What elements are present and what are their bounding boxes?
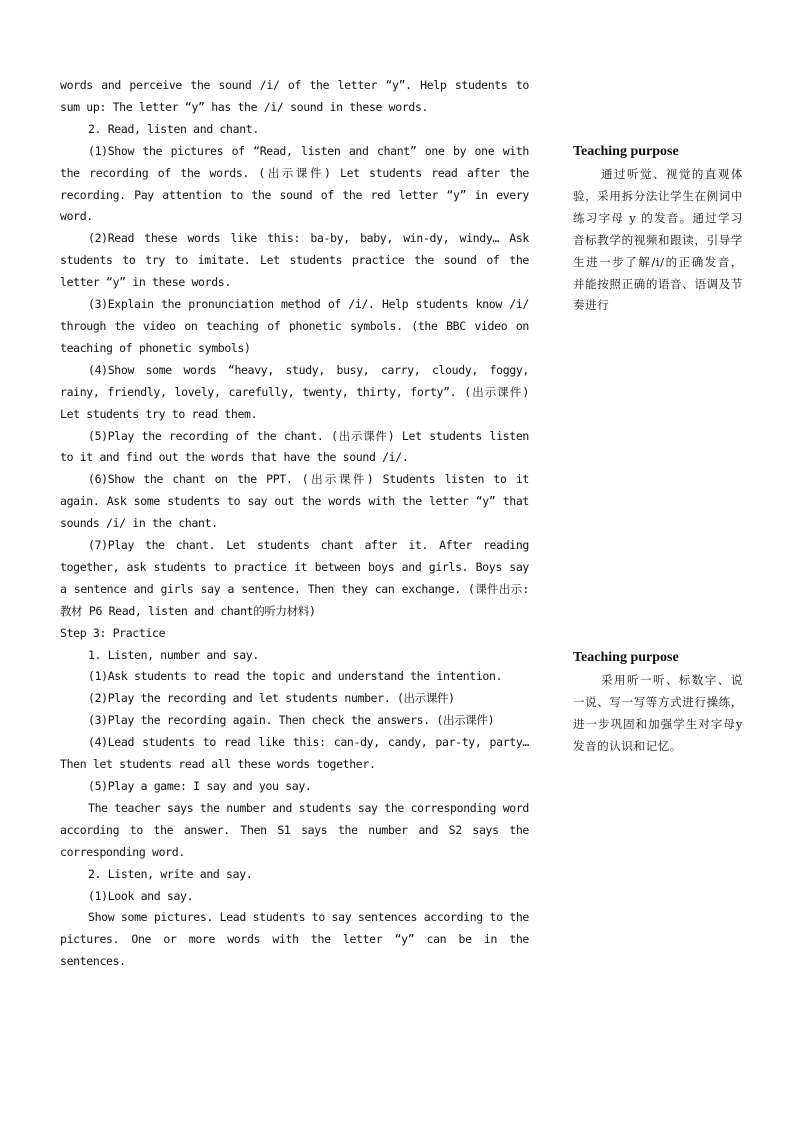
paragraph: (5)Play the recording of the chant. (出示课件) Let students listen to it and find out the words that have the sound /i/. xyxy=(60,428,529,465)
lesson-body xyxy=(60,75,529,973)
teaching-purpose-heading: Teaching purpose xyxy=(573,144,679,159)
paragraph: (1)Look and say. xyxy=(88,888,194,903)
paragraph: (4)Show some words “heavy, study, busy, carry, cloudy, foggy, rainy, friendly, lovely, carefully, twenty, thirty, forty”. (出示课件) Let students try to read them. xyxy=(60,362,529,421)
teaching-purpose-note xyxy=(573,649,743,758)
teaching-purpose-text: 通过听觉、视觉的直观体验，采用拆分法让学生在例词中练习字母 y 的发音。通过学习音标教学的视频和跟读，引导学生进一步了解/i/的正确发音，并能按照正确的语音、语调及节奏进行 xyxy=(573,167,743,313)
paragraph: words and perceive the sound /i/ of the letter “y”. Help students to sum up: The letter “y” has the /i/ sound in these words. xyxy=(60,78,529,114)
paragraph: (3)Explain the pronunciation method of /i/. Help students know /i/ through the video on teaching of phonetic symbols. (the BBC video on teaching of phonetic symbols) xyxy=(60,297,529,355)
paragraph: (2)Read these words like this: ba-by, baby, win-dy, windy… Ask students to try to imitate. Let students practice the sound of the letter “y” in these words. xyxy=(60,231,529,290)
paragraph: Show some pictures. Lead students to say sentences according to the pictures. One or more words with the letter “y” can be in the sentences. xyxy=(60,910,529,969)
teaching-purpose-text: 采用听一听、标数字、说一说、写一写等方式进行操练，进一步巩固和加强学生对字母y发音的认识和记忆。 xyxy=(573,673,743,753)
paragraph: 2. Read, listen and chant. xyxy=(88,121,259,136)
teaching-purpose-heading: Teaching purpose xyxy=(573,650,679,665)
paragraph: (7)Play the chant. Let students chant after it. After reading together, ask students to practice it between boys and girls. Boys say a sentence and girls say a sentence. Then they can exchange. (课件出示: 教材 P6 Read, listen and chant的听力材料) xyxy=(60,538,529,618)
paragraph: (5)Play a game: I say and you say. xyxy=(88,779,312,793)
paragraph: 1. Listen, number and say. xyxy=(88,647,259,662)
paragraph: (1)Ask students to read the topic and understand the intention. xyxy=(88,669,503,684)
paragraph: The teacher says the number and students say the corresponding word according to the answer. Then S1 says the number and S2 says the corresponding word. xyxy=(60,800,529,859)
paragraph: (4)Lead students to read like this: can-dy, candy, par-ty, party… Then let students read all these words together. xyxy=(60,735,529,772)
paragraph: (6)Show the chant on the PPT. (出示课件) Students listen to it again. Ask some students to say out the words with the letter “y” that sounds /i/ in the chant. xyxy=(60,472,529,531)
paragraph: (3)Play the recording again. Then check the answers. (出示课件) xyxy=(88,713,495,728)
teaching-purpose-note xyxy=(573,143,743,317)
paragraph: 2. Listen, write and say. xyxy=(88,866,253,881)
step-heading: Step 3: Practice xyxy=(60,625,166,640)
paragraph: (2)Play the recording and let students number. (出示课件) xyxy=(88,691,455,706)
paragraph: (1)Show the pictures of “Read, listen and chant” one by one with the recording of the words. (出示课件) Let students read after the recording. Pay attention to the sound of the red letter “y” in every word. xyxy=(60,143,529,224)
